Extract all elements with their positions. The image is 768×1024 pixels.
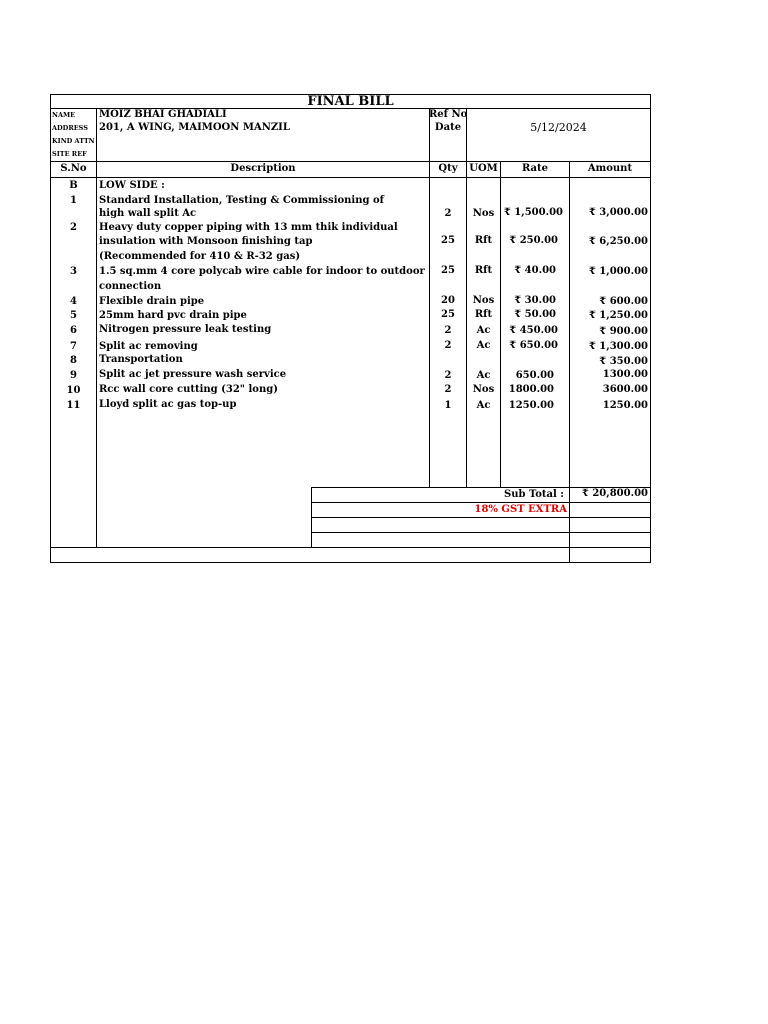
item-desc-line: connection <box>99 281 162 292</box>
item-amount: ₹ 1,000.00 <box>588 266 648 277</box>
kind-attn-label: KIND ATTN <box>52 137 95 145</box>
item-qty: 25 <box>441 235 455 246</box>
client-address: 201, A WING, MAIMOON MANZIL <box>99 122 290 133</box>
item-rate: 1800.00 <box>508 384 554 395</box>
item-qty: 25 <box>441 265 455 276</box>
item-uom: Nos <box>472 295 495 306</box>
item-amount: ₹ 1,300.00 <box>588 341 648 352</box>
item-sno: 5 <box>70 310 77 321</box>
rule-header-top <box>50 161 651 162</box>
item-desc-line: 25mm hard pvc drain pipe <box>99 310 247 321</box>
item-uom: Rft <box>474 309 493 320</box>
item-uom: Ac <box>476 325 491 336</box>
item-desc-line: (Recommended for 410 & R-32 gas) <box>99 251 301 262</box>
totals-rule-2 <box>311 502 651 503</box>
border-bottom <box>50 562 651 563</box>
item-qty: 2 <box>444 340 452 351</box>
item-sno: 3 <box>70 266 77 277</box>
item-uom: Nos <box>472 384 495 395</box>
item-qty: 1 <box>444 400 452 411</box>
item-rate: 650.00 <box>515 370 554 381</box>
header-amount: Amount <box>587 163 633 174</box>
bill-title: FINAL BILL <box>307 94 394 109</box>
item-desc-line: Standard Installation, Testing & Commissioning of <box>99 195 384 206</box>
address-label: ADDRESS <box>52 124 88 132</box>
item-amount: ₹ 350.00 <box>599 356 648 367</box>
item-amount: ₹ 600.00 <box>599 296 648 307</box>
ref-no-label: Ref No <box>429 109 468 120</box>
header-description: Description <box>230 163 296 174</box>
item-rate: 1250.00 <box>508 400 554 411</box>
item-uom: Ac <box>476 340 491 351</box>
item-qty: 25 <box>441 309 455 320</box>
subtotal-label: Sub Total : <box>504 489 564 500</box>
item-amount: 1300.00 <box>602 369 648 380</box>
item-amount: ₹ 900.00 <box>599 326 648 337</box>
item-desc-line: Split ac jet pressure wash service <box>99 369 287 380</box>
item-desc-line: Transportation <box>99 354 183 365</box>
item-uom: Ac <box>476 370 491 381</box>
item-desc-line: Nitrogen pressure leak testing <box>99 324 272 335</box>
item-desc-line: high wall split Ac <box>99 208 197 219</box>
item-rate: ₹ 250.00 <box>509 235 558 246</box>
item-sno: 11 <box>66 400 81 411</box>
item-uom: Rft <box>474 265 493 276</box>
item-sno: 9 <box>70 370 77 381</box>
totals-rule-3 <box>311 517 651 518</box>
item-rate: ₹ 450.00 <box>509 325 558 336</box>
item-desc-line: 1.5 sq.mm 4 core polycab wire cable for indoor to outdoor <box>99 266 425 277</box>
subtotal-value: ₹ 20,800.00 <box>581 488 648 499</box>
item-uom: Ac <box>476 400 491 411</box>
item-rate: ₹ 30.00 <box>514 295 556 306</box>
item-amount: ₹ 3,000.00 <box>588 207 648 218</box>
item-rate: ₹ 40.00 <box>514 265 556 276</box>
item-uom: Rft <box>474 235 493 246</box>
rule-body-bottom <box>50 547 651 548</box>
item-qty: 2 <box>444 370 452 381</box>
item-qty: 2 <box>444 325 452 336</box>
item-sno: 6 <box>70 325 77 336</box>
item-desc-line: Heavy duty copper piping with 13 mm thik individual <box>99 222 398 233</box>
header-rate: Rate <box>521 163 548 174</box>
item-sno: 8 <box>70 355 77 366</box>
header-qty: Qty <box>438 163 458 174</box>
item-qty: 20 <box>441 295 455 306</box>
item-desc-line: Split ac removing <box>99 341 198 352</box>
gst-note: 18% GST EXTRA <box>474 504 567 515</box>
section-label: LOW SIDE : <box>99 180 165 191</box>
item-rate: ₹ 650.00 <box>509 340 558 351</box>
date-label: Date <box>434 122 462 133</box>
section-sno: B <box>69 180 78 191</box>
bill-date: 5/12/2024 <box>530 121 587 134</box>
item-desc-line: insulation with Monsoon finishing tap <box>99 236 313 247</box>
item-sno: 1 <box>70 195 77 206</box>
client-name: MOIZ BHAI GHADIALI <box>99 109 227 120</box>
item-sno: 2 <box>70 222 77 233</box>
item-uom: Nos <box>472 208 495 219</box>
item-rate: ₹ 1,500.00 <box>503 207 563 218</box>
totals-rule-4 <box>311 532 651 533</box>
item-desc-line: Flexible drain pipe <box>99 296 205 307</box>
item-desc-line: Lloyd split ac gas top-up <box>99 399 237 410</box>
item-qty: 2 <box>444 208 452 219</box>
item-sno: 10 <box>66 385 81 396</box>
item-desc-line: Rcc wall core cutting (32" long) <box>99 384 278 395</box>
name-label: NAME <box>52 111 76 119</box>
item-rate: ₹ 50.00 <box>514 309 556 320</box>
site-ref-label: SITE REF <box>52 150 87 158</box>
item-amount: 1250.00 <box>602 400 648 411</box>
header-uom: UOM <box>469 163 498 174</box>
item-amount: ₹ 6,250.00 <box>588 236 648 247</box>
header-sno: S.No <box>60 163 87 174</box>
item-qty: 2 <box>444 384 452 395</box>
rule-header-bottom <box>50 177 651 178</box>
item-sno: 7 <box>70 341 77 352</box>
item-sno: 4 <box>70 296 77 307</box>
item-amount: ₹ 1,250.00 <box>588 310 648 321</box>
item-amount: 3600.00 <box>602 384 648 395</box>
